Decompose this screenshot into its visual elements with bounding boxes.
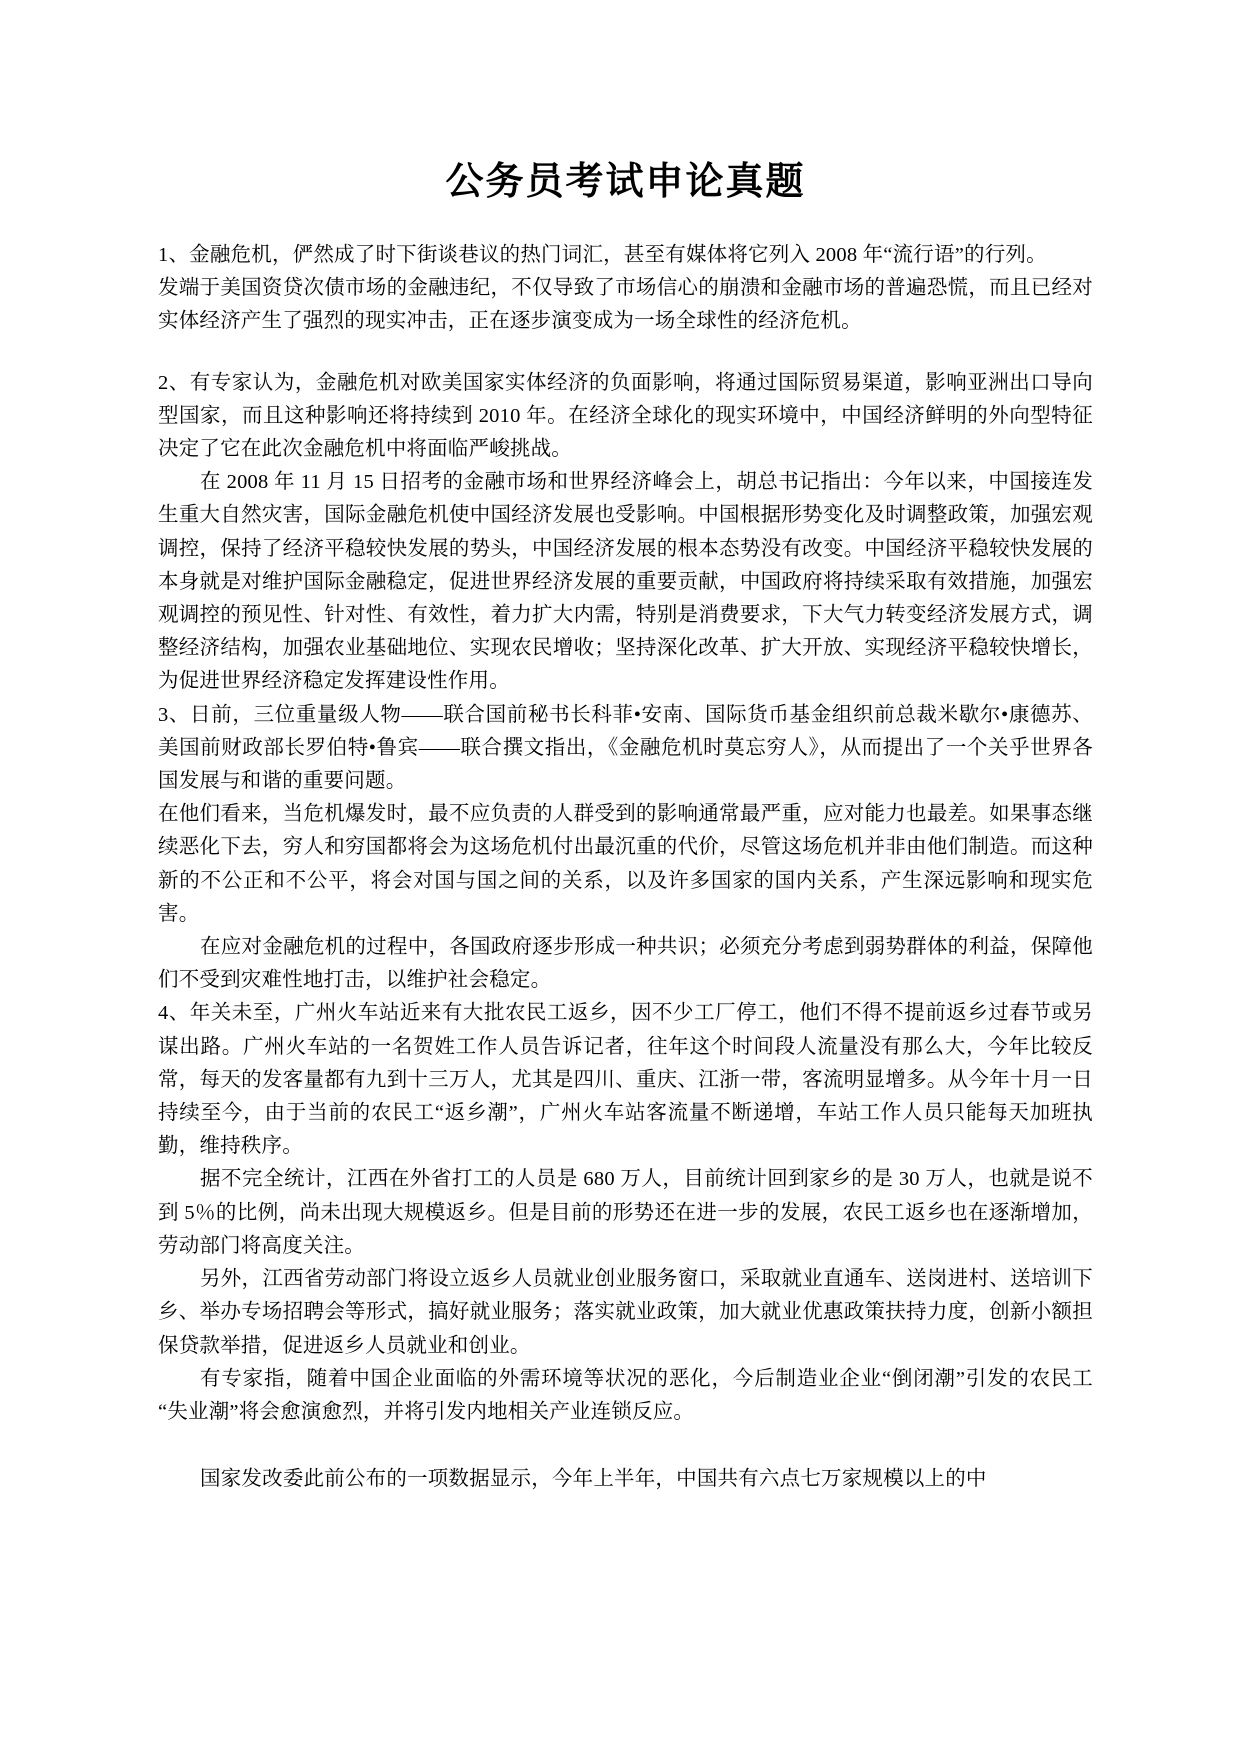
paragraph-1: 1、金融危机，俨然成了时下街谈巷议的热门词汇，甚至有媒体将它列入 2008 年“流行语”的行列。 [158,244,1047,266]
paragraph-7: 在应对金融危机的过程中，各国政府逐步形成一种共识；必须充分考虑到弱势群体的利益，保障他们不受到灾难性地打击，以维护社会稳定。 [158,936,1093,992]
paragraph-4: 在 2008 年 11 月 15 日招考的金融市场和世界经济峰会上，胡总书记指出：今年以来，中国接连发生重大自然灾害，国际金融危机使中国经济发展也受影响。中国根据形势变化及时调整政策，加强宏观调控，保持了经济平稳较快发展的势头，中国经济发展的根本态势没有改变。中国经济平稳较快发展的本身就是对维护国际金融稳定，促进世界经济发展的重要贡献，中国政府将持续采取有效措施，加强宏观调控的预见性、针对性、有效性，着力扩大内需，特别是消费要求，下大气力转变经济发展方式，调整经济结构，加强农业基础地位、实现农民增收；坚持深化改革、扩大开放、实现经济平稳较快增长，为促进世界经济稳定发挥建设性作用。 [158,471,1093,693]
page-title: 公务员考试申论真题 [445,161,806,203]
document-body [158,239,1093,1496]
paragraph-10: 另外，江西省劳动部门将设立返乡人员就业创业服务窗口，采取就业直通车、送岗进村、送培训下乡、举办专场招聘会等形式，搞好就业服务；落实就业政策，加大就业优惠政策扶持力度，创新小额担保贷款举措，促进返乡人员就业和创业。 [158,1268,1093,1357]
paragraph-2: 发端于美国资贷次债市场的金融违纪，不仅导致了市场信心的崩溃和金融市场的普遍恐慌，而且已经对实体经济产生了强烈的现实冲击，正在逐步演变成为一场全球性的经济危机。 [158,277,1093,333]
paragraph-5: 3、日前，三位重量级人物——联合国前秘书长科菲•安南、国际货币基金组织前总裁米歇尔•康德苏、美国前财政部长罗伯特•鲁宾——联合撰文指出，《金融危机时莫忘穷人》，从而提出了一个关乎世界各国发展与和谐的重要问题。 [158,703,1093,793]
paragraph-9: 据不完全统计，江西在外省打工的人员是 680 万人，目前统计回到家乡的是 30 万人，也就是说不到 5％的比例，尚未出现大规模返乡。但是目前的形势还在进一步的发展，农民工返乡也在逐渐增加，劳动部门将高度关注。 [158,1168,1093,1257]
paragraph-12: 国家发改委此前公布的一项数据显示，今年上半年，中国共有六点七万家规模以上的中 [200,1468,987,1491]
paragraph-3: 2、有专家认为，金融危机对欧美国家实体经济的负面影响，将通过国际贸易渠道，影响亚洲出口导向型国家，而且这种影响还将持续到 2010 年。在经济全球化的现实环境中，中国经济鲜明的外向型特征决定了它在此次金融危机中将面临严峻挑战。 [158,371,1093,461]
paragraph-6: 在他们看来，当危机爆发时，最不应负责的人群受到的影响通常最严重，应对能力也最差。如果事态继续恶化下去，穷人和穷国都将会为这场危机付出最沉重的代价，尽管这场危机并非由他们制造。而这种新的不公正和不公平，将会对国与国之间的关系，以及许多国家的国内关系，产生深远影响和现实危害。 [158,803,1093,925]
paragraph-8: 4、年关未至，广州火车站近来有大批农民工返乡，因不少工厂停工，他们不得不提前返乡过春节或另谋出路。广州火车站的一名贺姓工作人员告诉记者，往年这个时间段人流量没有那么大，今年比较反常，每天的发客量都有九到十三万人，尤其是四川、重庆、江浙一带，客流明显增多。从今年十月一日持续至今，由于当前的农民工“返乡潮”，广州火车站客流量不断递增，车站工作人员只能每天加班执勤，维持秩序。 [158,1002,1093,1158]
paragraph-11: 有专家指，随着中国企业面临的外需环境等状况的恶化，今后制造业企业“倒闭潮”引发的农民工“失业潮”将会愈演愈烈，并将引发内地相关产业连锁反应。 [158,1367,1093,1423]
